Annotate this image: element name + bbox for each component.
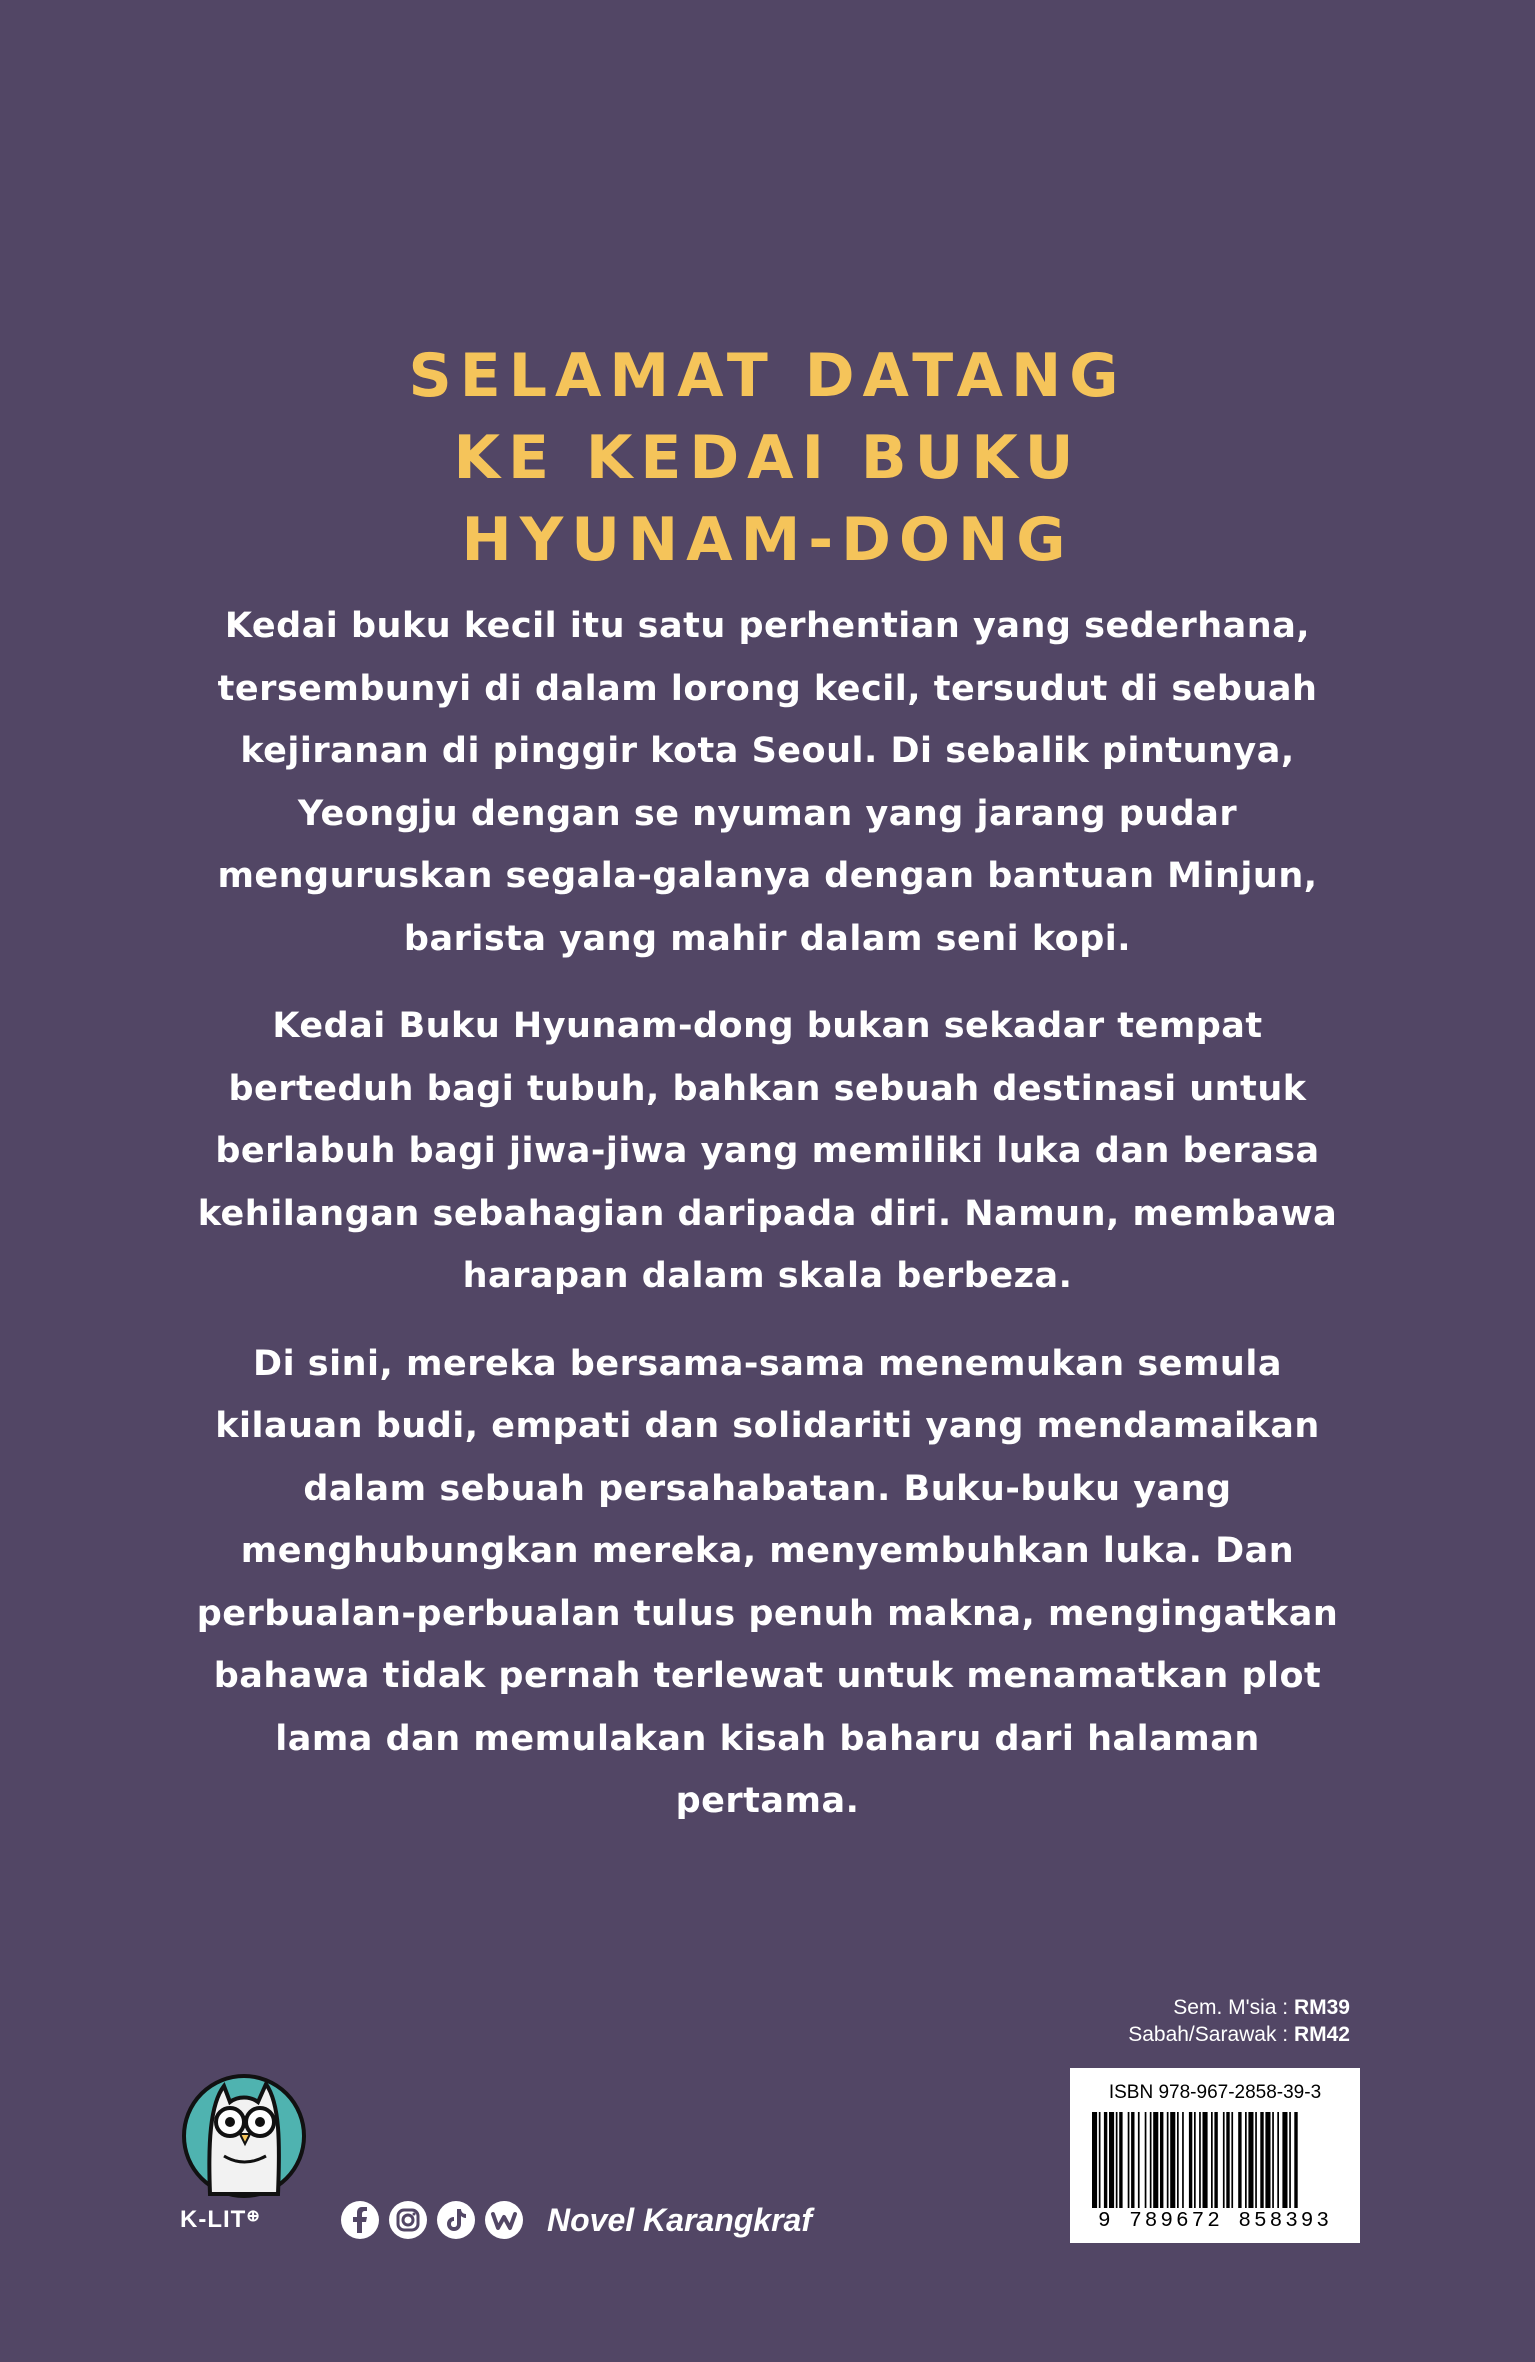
barcode-bar: [1131, 2112, 1134, 2208]
synopsis-paragraph: Kedai buku kecil itu satu perhentian yang sederhana, tersembunyi di dalam lorong kecil, tersudut di sebuah kejiranan di pinggir kota Seoul. Di sebalik pintunya, Yeongju dengan se nyuman yang jarang pudar menguruskan segala-galanya dengan bantuan Minjun, barista yang mahir dalam seni kopi.: [217, 606, 1318, 959]
barcode-bars: [1092, 2112, 1338, 2208]
title-line: KE KEDAI BUKU: [453, 423, 1082, 493]
synopsis-paragraph: Kedai Buku Hyunam-dong bukan sekadar tempat berteduh bagi tubuh, bahkan sebuah destinasi untuk berlabuh bagi jiwa-jiwa yang memiliki luka dan berasa kehilangan sebahagian daripada diri. Namun, membawa harapan dalam skala berbeza.: [197, 1006, 1338, 1296]
barcode-bar: [1099, 2112, 1101, 2208]
barcode-bar: [1226, 2112, 1229, 2208]
barcode-bar: [1150, 2112, 1152, 2208]
barcode-bar: [1177, 2112, 1179, 2208]
barcode-bar: [1160, 2112, 1163, 2208]
barcode-bar: [1282, 2112, 1287, 2208]
barcode-bar: [1265, 2112, 1270, 2208]
barcode-bar: [1104, 2112, 1107, 2208]
barcode-bar: [1272, 2112, 1274, 2208]
barcode-bar: [1189, 2112, 1192, 2208]
social-links: [340, 2200, 524, 2240]
barcode-box: [1070, 2068, 1360, 2243]
barcode-bar: [1231, 2112, 1233, 2208]
imprint-text: K-LIT: [180, 2206, 247, 2233]
barcode-bar: [1194, 2112, 1196, 2208]
price-info: [1060, 1994, 1350, 2048]
barcode-bar: [1116, 2112, 1118, 2208]
barcode-bar: [1145, 2112, 1147, 2208]
barcode-bar: [1182, 2112, 1184, 2208]
barcode-bar: [1260, 2112, 1263, 2208]
barcode-bar: [1223, 2112, 1225, 2208]
social-handle[interactable]: Novel Karangkraf: [547, 2202, 812, 2238]
barcode-bar: [1119, 2112, 1122, 2208]
barcode-bar: [1245, 2112, 1247, 2208]
synopsis: [180, 595, 1355, 1858]
instagram-icon[interactable]: [388, 2200, 428, 2240]
barcode-bar: [1214, 2112, 1217, 2208]
plus-circle-icon: ⊕: [246, 2208, 261, 2225]
wattpad-icon[interactable]: [484, 2200, 524, 2240]
owl-logo-icon: [180, 2064, 308, 2204]
barcode-bar: [1092, 2112, 1097, 2208]
barcode-bar: [1170, 2112, 1175, 2208]
barcode-bar: [1255, 2112, 1257, 2208]
title-line: SELAMAT DATANG: [408, 341, 1127, 411]
barcode-bar: [1238, 2112, 1241, 2208]
imprint-name: [180, 2206, 261, 2234]
barcode-bar: [1138, 2112, 1140, 2208]
price-label: Sabah/Sarawak :: [1128, 2023, 1294, 2046]
barcode-digits: 9 789672 858393: [1097, 2210, 1333, 2233]
title-line: HYUNAM-DONG: [461, 505, 1074, 575]
price-value: RM42: [1293, 2023, 1350, 2046]
tiktok-icon[interactable]: [436, 2200, 476, 2240]
price-row-sabah-sarawak: [1060, 2021, 1350, 2048]
barcode-bar: [1294, 2112, 1297, 2208]
barcode-bar: [1199, 2112, 1201, 2208]
barcode-bar: [1277, 2112, 1279, 2208]
barcode-bar: [1109, 2112, 1114, 2208]
price-label: Sem. M'sia :: [1173, 1996, 1294, 2019]
synopsis-paragraph: Di sini, mereka bersama-sama menemukan semula kilauan budi, empati dan solidariti yang mendamaikan dalam sebuah persahabatan. Buku-buku yang menghubungkan mereka, menyembuhkan luka. Dan perbualan-perbualan tulus penuh makna, mengingatkan bahawa tidak pernah terlewat untuk menamatkan plot lama dan memulakan kisah baharu dari halaman pertama.: [196, 1343, 1339, 1821]
price-value: RM39: [1293, 1996, 1350, 2019]
price-row-peninsular: [1060, 1994, 1350, 2021]
barcode-bar: [1289, 2112, 1291, 2208]
barcode-bar: [1128, 2112, 1130, 2208]
facebook-icon[interactable]: [340, 2200, 380, 2240]
barcode-bar: [1203, 2112, 1208, 2208]
barcode-bar: [1153, 2112, 1158, 2208]
barcode-bar: [1211, 2112, 1213, 2208]
book-title: [0, 335, 1535, 581]
isbn-text: ISBN 978-967-2858-39-3: [1108, 2082, 1322, 2103]
barcode-bar: [1248, 2112, 1253, 2208]
barcode-bar: [1167, 2112, 1169, 2208]
